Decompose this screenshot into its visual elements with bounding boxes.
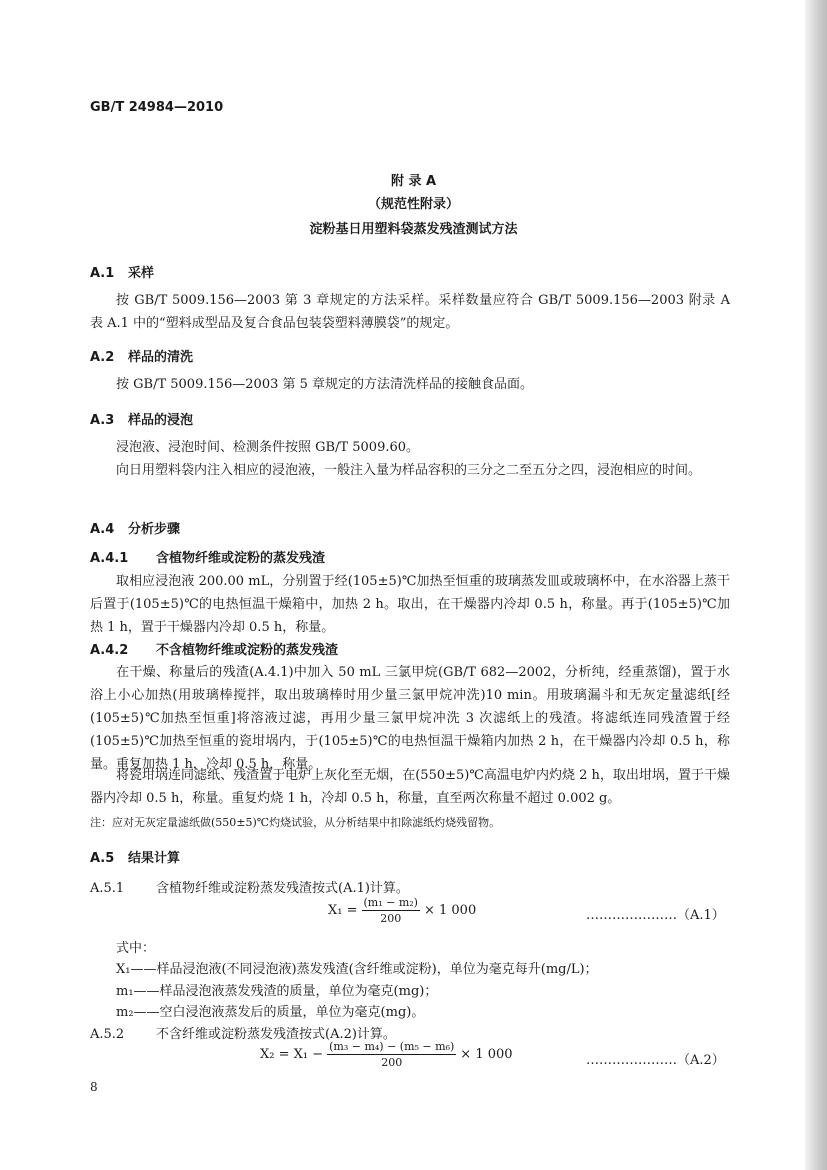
formula-denominator: 200 [380,912,402,925]
section-title: 采样 [128,266,155,281]
section-number: A.4.1 [90,551,129,566]
section-title: 不含植物纤维或淀粉的蒸发残渣 [156,643,339,658]
section-number: A.5.2 [90,1027,125,1042]
section-number: A.4 [90,522,115,537]
appendix-subtitle: （规范性附录） [367,197,459,212]
section-a42-note: 注：应对无灰定量滤纸做(550±5)℃灼烧试验，从分析结果中扣除滤纸灼烧残留物。 [90,816,501,829]
section-a3-heading [90,409,193,428]
formula-fraction [362,896,420,925]
formula-fraction [327,1040,456,1069]
section-title: 分析步骤 [128,522,181,537]
section-a42-paragraph-1: 在干燥、称量后的残渣(A.4.1)中加入 50 mL 三氯甲烷(GB/T 682—2002，分析纯，经重蒸馏)，置于水浴上小心加热(用玻璃棒搅拌，取出玻璃棒时用少量三氯甲烷冲洗)10 min。用玻璃漏斗和无灰定量滤纸[经(105±5)℃加热至恒重]将溶液过滤，再用少量三氯甲烷冲洗 3 次滤纸上的残渣。将滤纸连同残渣置于经(105±5)℃加热至恒重的瓷坩埚内，于(105±5)℃的电热恒温干燥箱内加热 2 h，在干燥器内冷却 0.5 h，称量。重复加热 1 h，冷却 0.5 h，称量。 [90,665,730,772]
where-label: 式中： [116,941,156,956]
section-a2-paragraph: 按 GB/T 5009.156—2003 第 5 章规定的方法清洗样品的接触食品面。 [116,377,534,392]
formula-a2-label: …………………（A.2） [586,1053,725,1068]
formula-numerator: (m₁ − m₂) [363,896,418,909]
variable-definition: m₁——样品浸泡液蒸发残渣的质量，单位为毫克(mg)； [116,984,438,999]
appendix-name: 淀粉基日用塑料袋蒸发残渣测试方法 [309,222,518,237]
variable-definition: X₁——样品浸泡液(不同浸泡液)蒸发残渣(含纤维或淀粉)，单位为毫克每升(mg/L)； [116,962,598,977]
section-number: A.5.1 [90,881,125,896]
page-number: 8 [90,1080,98,1094]
section-a51-text: 含植物纤维或淀粉蒸发残渣按式(A.1)计算。 [156,881,409,896]
section-a1-paragraph: 按 GB/T 5009.156—2003 第 3 章规定的方法采样。采样数量应符合 GB/T 5009.156—2003 附录 A 表 A.1 中的“塑料成型品及复合食品包装袋塑料薄膜袋”的规定。 [90,293,730,331]
formula-numerator: (m₃ − m₄) − (m₅ − m₆) [329,1040,455,1053]
section-a2-heading [90,346,193,365]
formula-a1-label: …………………（A.1） [586,908,725,923]
formula-lhs: X₁ = [328,903,358,918]
variable-definition: m₂——空白浸泡液蒸发后的质量，单位为毫克(mg)。 [116,1005,425,1020]
section-a42-heading [90,639,338,658]
section-a52-text: 不含纤维或淀粉蒸发残渣按式(A.2)计算。 [156,1027,396,1042]
section-a41-paragraph: 取相应浸泡液 200.00 mL，分别置于经(105±5)℃加热至恒重的玻璃蒸发皿或玻璃杯中，在水浴器上蒸干后置于(105±5)℃的电热恒温干燥箱中，加热 2 h。取出，在干燥器内冷却 0.5 h，称量。再于(105±5)℃加热 1 h，置于干燥器内冷却 0.5 h，称量。 [90,574,730,635]
section-number: A.3 [90,413,115,428]
formula-a2 [260,1040,513,1069]
section-a1-heading [90,262,154,281]
formula-tail: × 1 000 [423,903,477,918]
section-number: A.2 [90,350,115,365]
section-number: A.4.2 [90,643,129,658]
section-number: A.1 [90,266,115,281]
section-a41-heading [90,547,325,566]
section-title: 结果计算 [128,851,181,866]
section-a51-line [90,877,409,896]
section-number: A.5 [90,851,115,866]
formula-denominator: 200 [381,1056,403,1069]
section-title: 样品的清洗 [128,350,194,365]
section-a3-paragraph-2: 向日用塑料袋内注入相应的浸泡液，一般注入量为样品容积的三分之二至五分之四，浸泡相应的时间。 [116,463,702,478]
formula-lhs: X₂ = X₁ − [260,1047,324,1062]
section-title: 样品的浸泡 [128,413,194,428]
formula-tail: × 1 000 [460,1047,513,1062]
document-id: GB/T 24984—2010 [90,100,224,115]
section-a4-heading [90,518,180,537]
formula-a1 [328,896,476,925]
section-a3-paragraph-1: 浸泡液、浸泡时间、检测条件按照 GB/T 5009.60。 [116,440,420,455]
section-a5-heading [90,847,180,866]
section-a42-paragraph-2: 将瓷坩埚连同滤纸、残渣置于电炉上灰化至无烟，在(550±5)℃高温电炉内灼烧 2 h，取出坩埚，置于干燥器内冷却 0.5 h，称量。重复灼烧 1 h，冷却 0.5 h，称量，直至两次称量不超过 0.002 g。 [90,768,730,806]
appendix-title: 附 录 A [390,174,437,189]
section-title: 含植物纤维或淀粉的蒸发残渣 [156,551,326,566]
